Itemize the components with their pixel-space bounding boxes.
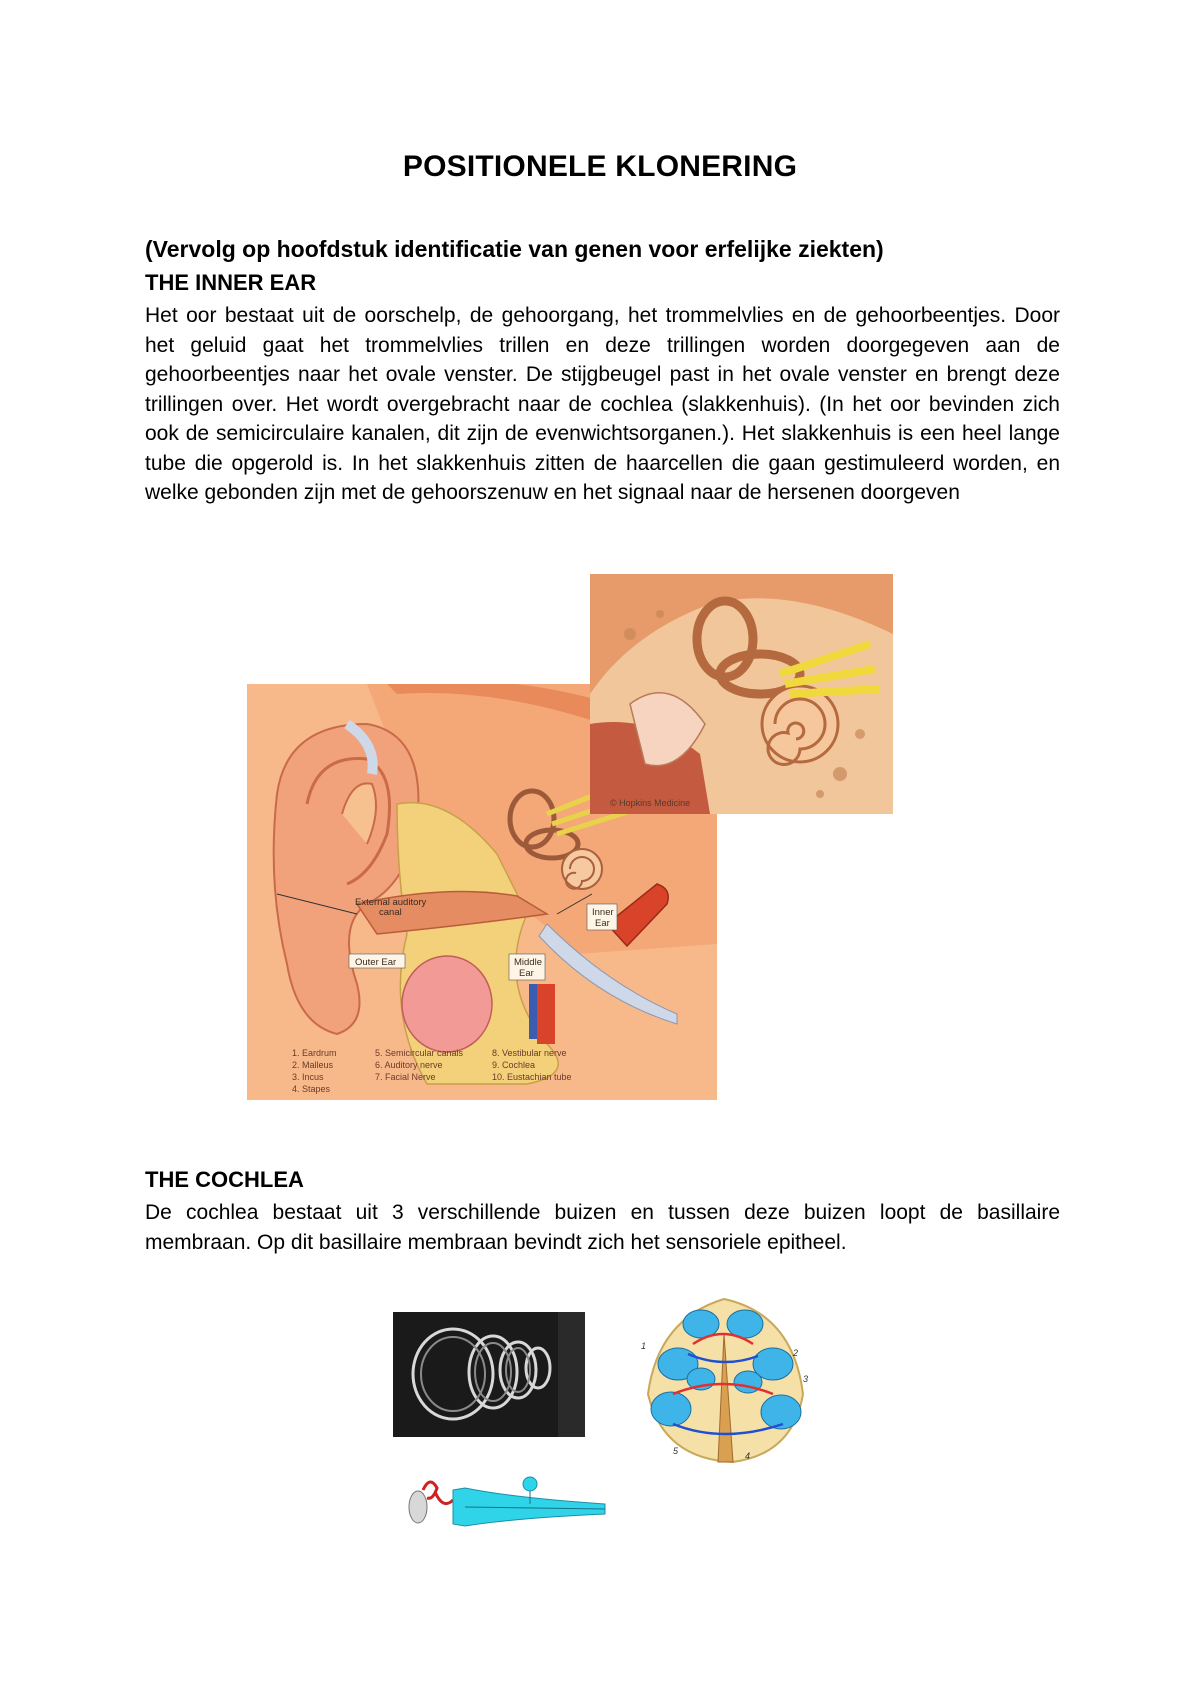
legend-2: 2. Malleus — [292, 1060, 334, 1070]
section-paragraph-inner-ear: Het oor bestaat uit de oorschelp, de gehoorgang, het trommelvlies en de gehoorbeentjes. Door het geluid gaat het trommelvlies trillen en deze trillingen worden doorgegeven aan de gehoorbeentjes naar het ovale venster. De stijgbeugel past in het ovale venster en brengt deze trillingen over. Het wordt overgebracht naar de cochlea (slakkenhuis). (In het oor bevinden zich ook de semicirculaire kanalen, dit zijn de evenwichtsorganen.). Het slakkenhuis is een heel lange tube die opgerold is. In het slakkenhuis zitten de haarcellen die gaan gestimuleerd worden, en welke gebonden zijn met de gehoorszenuw en het signaal naar de hersenen doorgeven — [145, 304, 1060, 504]
section-paragraph-cochlea: De cochlea bestaat uit 3 verschillende buizen en tussen deze buizen loopt de basillaire membraan. Op dit basillaire membraan bevindt zich het sensoriele epitheel. — [145, 1201, 1060, 1254]
legend-8: 8. Vestibular nerve — [492, 1048, 567, 1058]
cross-section-label-1: 1 — [641, 1341, 647, 1351]
cochlea-electron-micrograph — [393, 1312, 585, 1437]
label-outer-ear: Outer Ear — [355, 957, 397, 968]
legend-6: 6. Auditory nerve — [375, 1060, 443, 1070]
uncoiled-cochlea-schematic — [405, 1470, 617, 1532]
legend-9: 9. Cochlea — [492, 1060, 536, 1070]
inner-ear-closeup-image — [590, 574, 893, 814]
cross-section-label-5: 5 — [673, 1446, 679, 1456]
page-subtitle: (Vervolg op hoofdstuk identificatie van genen voor erfelijke ziekten) — [145, 236, 884, 262]
label-external-canal-2: canal — [379, 907, 402, 918]
label-inner-ear-1: Inner — [592, 907, 614, 918]
label-inner-ear-2: Ear — [595, 918, 610, 929]
closeup-copyright: © Hopkins Medicine — [610, 798, 691, 808]
cross-section-label-2: 2 — [793, 1348, 799, 1358]
legend-7: 7. Facial Nerve — [375, 1072, 436, 1082]
legend-1: 1. Eardrum — [292, 1048, 337, 1058]
legend-4: 4. Stapes — [292, 1084, 331, 1094]
cross-section-label-3: 3 — [803, 1374, 809, 1384]
cochlea-cross-section — [633, 1294, 816, 1466]
label-middle-ear-2: Ear — [519, 968, 534, 979]
label-external-canal-1: External auditory — [355, 897, 427, 908]
cross-section-label-4: 4 — [745, 1451, 751, 1461]
label-middle-ear-1: Middle — [514, 957, 542, 968]
legend-5: 5. Semicircular canals — [375, 1048, 464, 1058]
legend-3: 3. Incus — [292, 1072, 324, 1082]
section-heading-inner-ear: THE INNER EAR — [145, 270, 317, 295]
section-heading-cochlea: THE COCHLEA — [145, 1167, 304, 1192]
page-title: POSITIONELE KLONERING — [402, 150, 798, 183]
legend-10: 10. Eustachian tube — [492, 1072, 572, 1082]
